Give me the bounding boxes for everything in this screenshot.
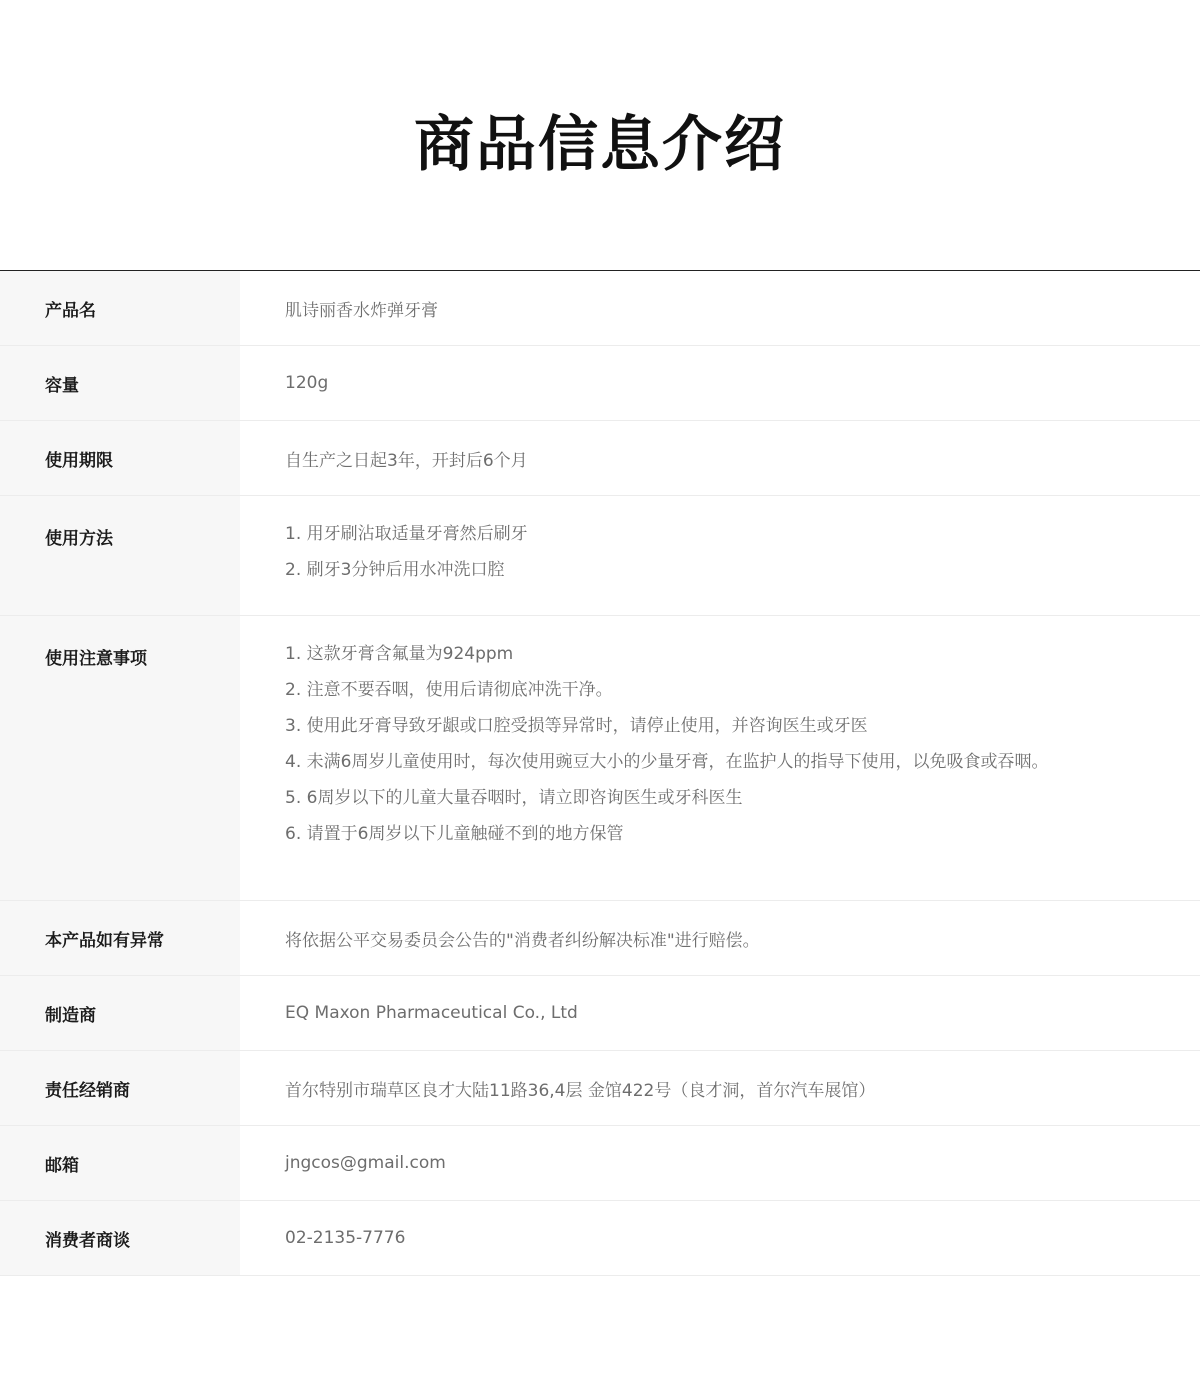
value-expiry: 自生产之日起3年，开封后6个月 (285, 450, 528, 471)
caution-item: 2. 注意不要吞咽，使用后请彻底冲洗干净。 (285, 680, 613, 700)
value-abnormal: 将依据公平交易委员会公告的"消费者纠纷解决标准"进行赔偿。 (285, 930, 760, 951)
caution-item: 6. 请置于6周岁以下儿童触碰不到的地方保管 (285, 824, 624, 844)
label-expiry: 使用期限 (0, 421, 240, 495)
value-usage (240, 496, 1200, 615)
product-info-table (0, 270, 1200, 1276)
usage-step: 1. 用牙刷沾取适量牙膏然后刷牙 (285, 524, 528, 544)
row-abnormal (0, 901, 1200, 976)
row-manufacturer (0, 976, 1200, 1051)
label-distributor: 责任经销商 (0, 1051, 240, 1125)
page-header (0, 0, 1200, 270)
row-usage (0, 496, 1200, 616)
value-product-name: 肌诗丽香水炸弹牙膏 (285, 300, 438, 321)
label-email: 邮箱 (0, 1126, 240, 1200)
caution-item: 3. 使用此牙膏导致牙龈或口腔受损等异常时，请停止使用，并咨询医生或牙医 (285, 716, 868, 736)
row-email (0, 1126, 1200, 1201)
row-cautions (0, 616, 1200, 901)
caution-item: 4. 未满6周岁儿童使用时，每次使用豌豆大小的少量牙膏，在监护人的指导下使用，以免吸食或吞咽。 (285, 752, 1049, 772)
value-email: jngcos@gmail.com (285, 1153, 446, 1173)
row-product-name (0, 271, 1200, 346)
value-manufacturer: EQ Maxon Pharmaceutical Co., Ltd (285, 1003, 578, 1023)
label-product-name: 产品名 (0, 271, 240, 345)
usage-step: 2. 刷牙3分钟后用水冲洗口腔 (285, 560, 505, 580)
row-capacity (0, 346, 1200, 421)
label-usage: 使用方法 (0, 496, 240, 615)
label-manufacturer: 制造商 (0, 976, 240, 1050)
row-distributor (0, 1051, 1200, 1126)
value-capacity: 120g (285, 373, 329, 393)
label-consult: 消费者商谈 (0, 1201, 240, 1275)
value-cautions (240, 616, 1200, 900)
caution-item: 5. 6周岁以下的儿童大量吞咽时，请立即咨询医生或牙科医生 (285, 788, 743, 808)
row-consult (0, 1201, 1200, 1276)
label-abnormal: 本产品如有异常 (0, 901, 240, 975)
row-expiry (0, 421, 1200, 496)
caution-item: 1. 这款牙膏含氟量为924ppm (285, 644, 514, 664)
page-title: 商品信息介绍 (414, 109, 786, 180)
value-distributor: 首尔特别市瑞草区良才大陆11路36,4层 金馆422号（良才洞，首尔汽车展馆） (285, 1080, 876, 1101)
label-capacity: 容量 (0, 346, 240, 420)
label-cautions: 使用注意事项 (0, 616, 240, 900)
value-consult: 02-2135-7776 (285, 1228, 406, 1248)
